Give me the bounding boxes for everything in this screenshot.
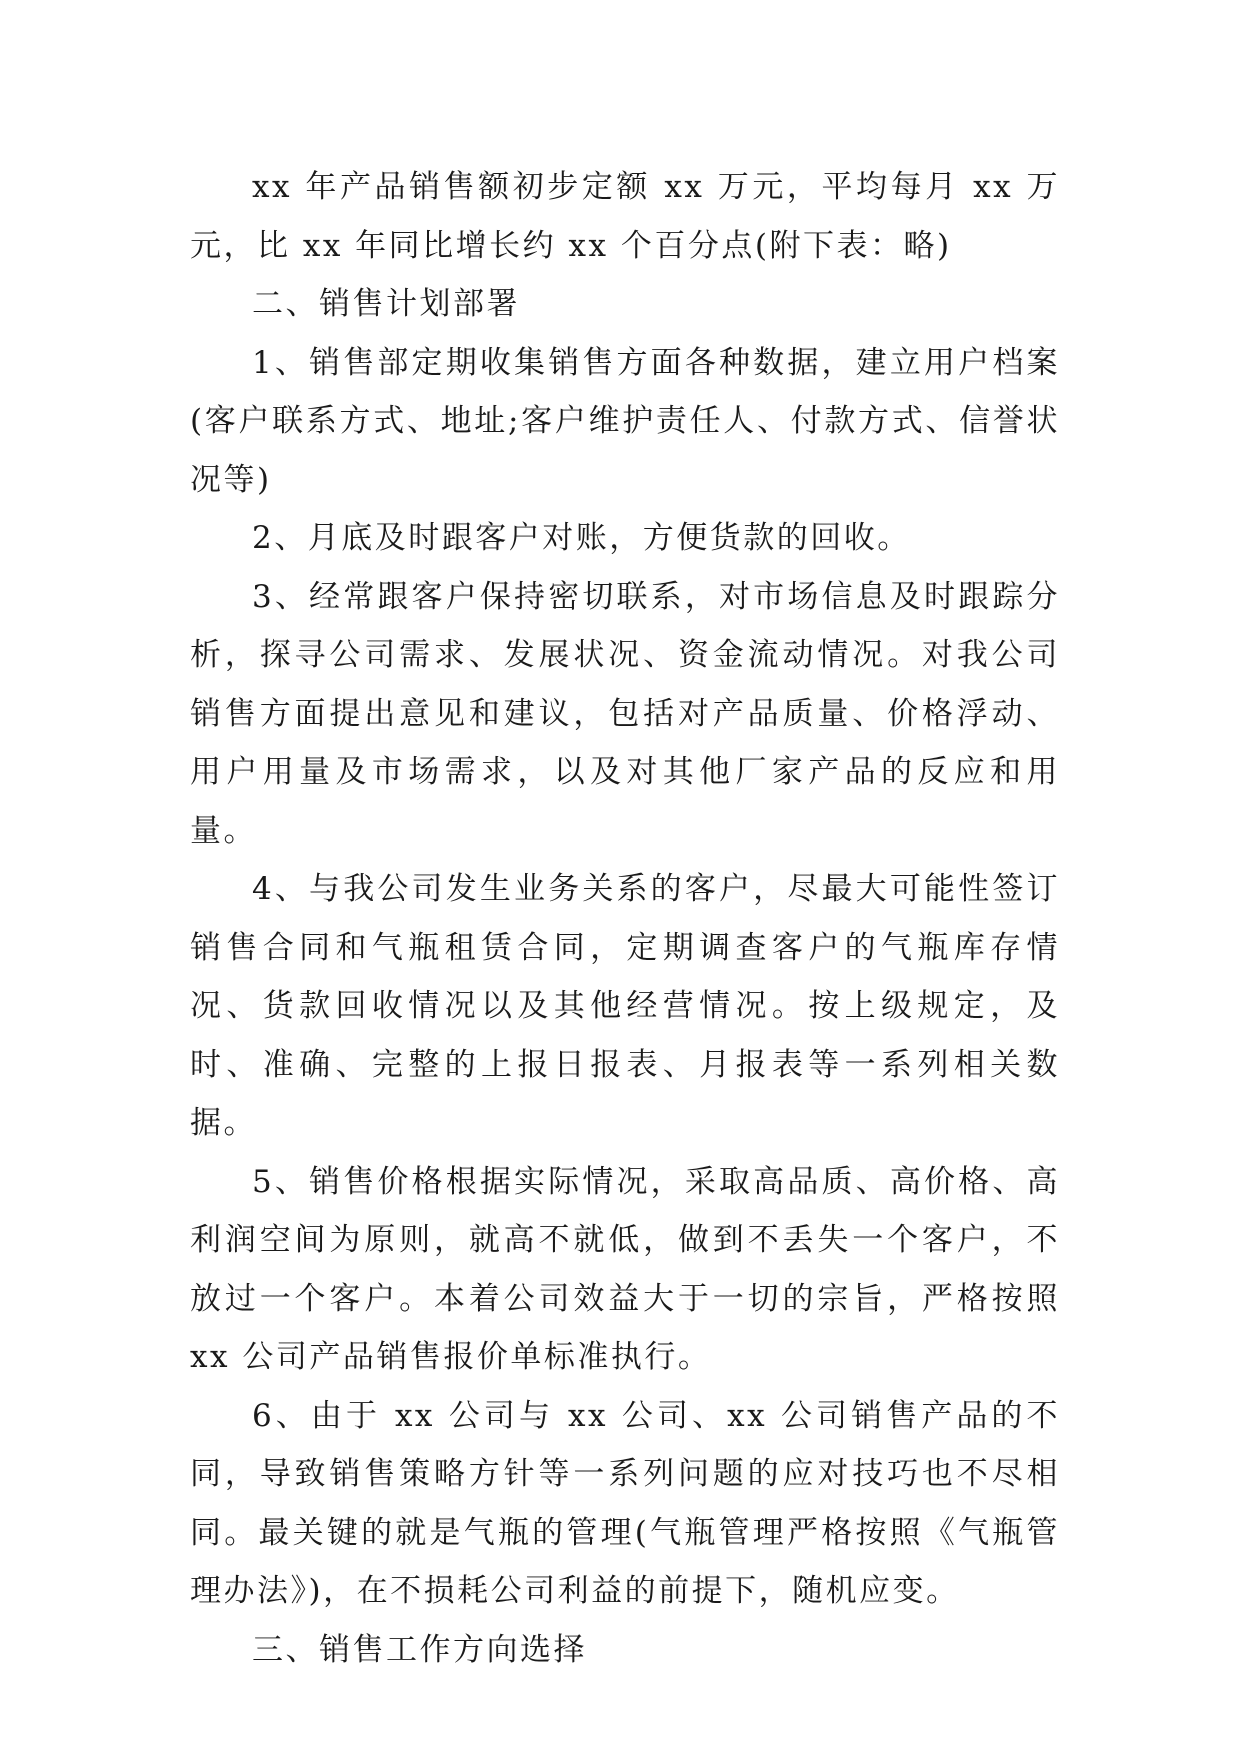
paragraph-item-3: 3、经常跟客户保持密切联系，对市场信息及时跟踪分析，探寻公司需求、发展状况、资金流动情况。对我公司销售方面提出意见和建议，包括对产品质量、价格浮动、用户用量及市场需求，以及对其他厂家产品的反应和用量。 [190, 578, 1060, 849]
paragraph-item-4: 4、与我公司发生业务关系的客户，尽最大可能性签订销售合同和气瓶租赁合同，定期调查客户的气瓶库存情况、货款回收情况以及其他经营情况。按上级规定，及时、准确、完整的上报日报表、月报表等一系列相关数据。 [190, 871, 1060, 1141]
section-heading-sales-direction: 三、销售工作方向选择 [252, 1631, 587, 1668]
paragraph-item-1: 1、销售部定期收集销售方面各种数据，建立用户档案(客户联系方式、地址;客户维护责任人、付款方式、信誉状况等) [190, 344, 1060, 498]
paragraph-item-5: 5、销售价格根据实际情况，采取高品质、高价格、高利润空间为原则，就高不就低，做到不丢失一个客户，不放过一个客户。本着公司效益大于一切的宗旨，严格按照 xx 公司产品销售报价单标准执行。 [190, 1163, 1060, 1375]
paragraph-item-2: 2、月底及时跟客户对账，方便货款的回收。 [252, 520, 911, 556]
section-heading-sales-plan: 二、销售计划部署 [252, 286, 520, 322]
document-body [190, 158, 1060, 1679]
paragraph-sales-target: xx 年产品销售额初步定额 xx 万元，平均每月 xx 万元，比 xx 年同比增长约 xx 个百分点(附下表：略) [190, 169, 1060, 264]
paragraph-item-6: 6、由于 xx 公司与 xx 公司、xx 公司销售产品的不同，导致销售策略方针等一系列问题的应对技巧也不尽相同。最关键的就是气瓶的管理(气瓶管理严格按照《气瓶管理办法》)，在不损耗公司利益的前提下，随机应变。 [190, 1397, 1060, 1609]
